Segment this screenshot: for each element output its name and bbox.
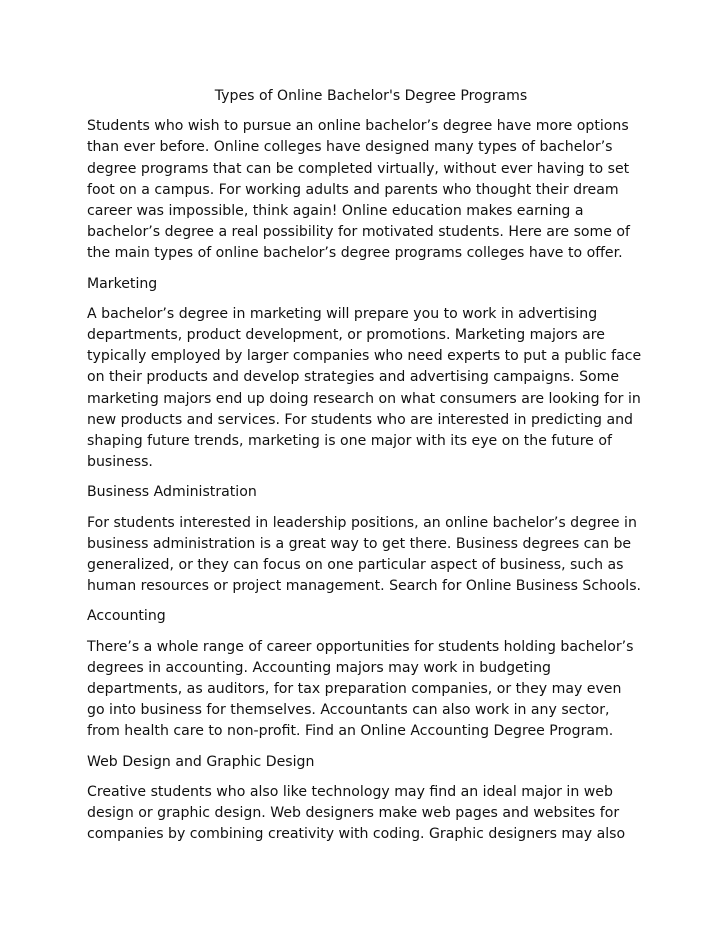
section-body-business-administration: For students interested in leadership positions, an online bachelor’s degree in business administration is a great way to get there. Business degrees can be generalized, or they can focus on one particular aspect of business, such as human resources or project management. Search for Online Business Schools.	[87, 514, 642, 595]
section-body-marketing: A bachelor’s degree in marketing will prepare you to work in advertising departments, product development, or promotions. Marketing majors are typically employed by larger companies who need experts to put a public face on their products and develop strategies and advertising campaigns. Some marketing majors end up doing research on what consumers are looking for in new products and services. For students who are interested in predicting and shaping future trends, marketing is one major with its eye on the future of business.	[87, 305, 642, 471]
section-heading-business-administration: Business Administration	[87, 484, 257, 501]
document-title: Types of Online Bachelor's Degree Programs	[214, 88, 528, 104]
section-body-web-graphic-design: Creative students who also like technology may find an ideal major in web design or graphic design. Web designers make web pages and websites for companies by combining creativity with coding. Graphic designers may also	[87, 783, 626, 843]
section-heading-web-graphic-design: Web Design and Graphic Design	[87, 753, 315, 770]
section-body-accounting: There’s a whole range of career opportunities for students holding bachelor’s degrees in accounting. Accounting majors may work in budgeting departments, as auditors, for tax preparation companies, or they may even go into business for themselves. Accountants can also work in any sector, from health care to non-profit. Find an Online Accounting Degree Program.	[87, 638, 634, 740]
section-heading-marketing: Marketing	[87, 275, 158, 292]
document-body	[87, 86, 643, 855]
intro-paragraph: Students who wish to pursue an online bachelor’s degree have more options than ever before. Online colleges have designed many types of bachelor’s degree programs that can be completed virtually, without ever having to set foot on a campus. For working adults and parents who thought their dream career was impossible, think again! Online education makes earning a bachelor’s degree a real possibility for motivated students. Here are some of the main types of online bachelor’s degree programs colleges have to offer.	[87, 118, 630, 262]
section-heading-accounting: Accounting	[87, 608, 166, 625]
